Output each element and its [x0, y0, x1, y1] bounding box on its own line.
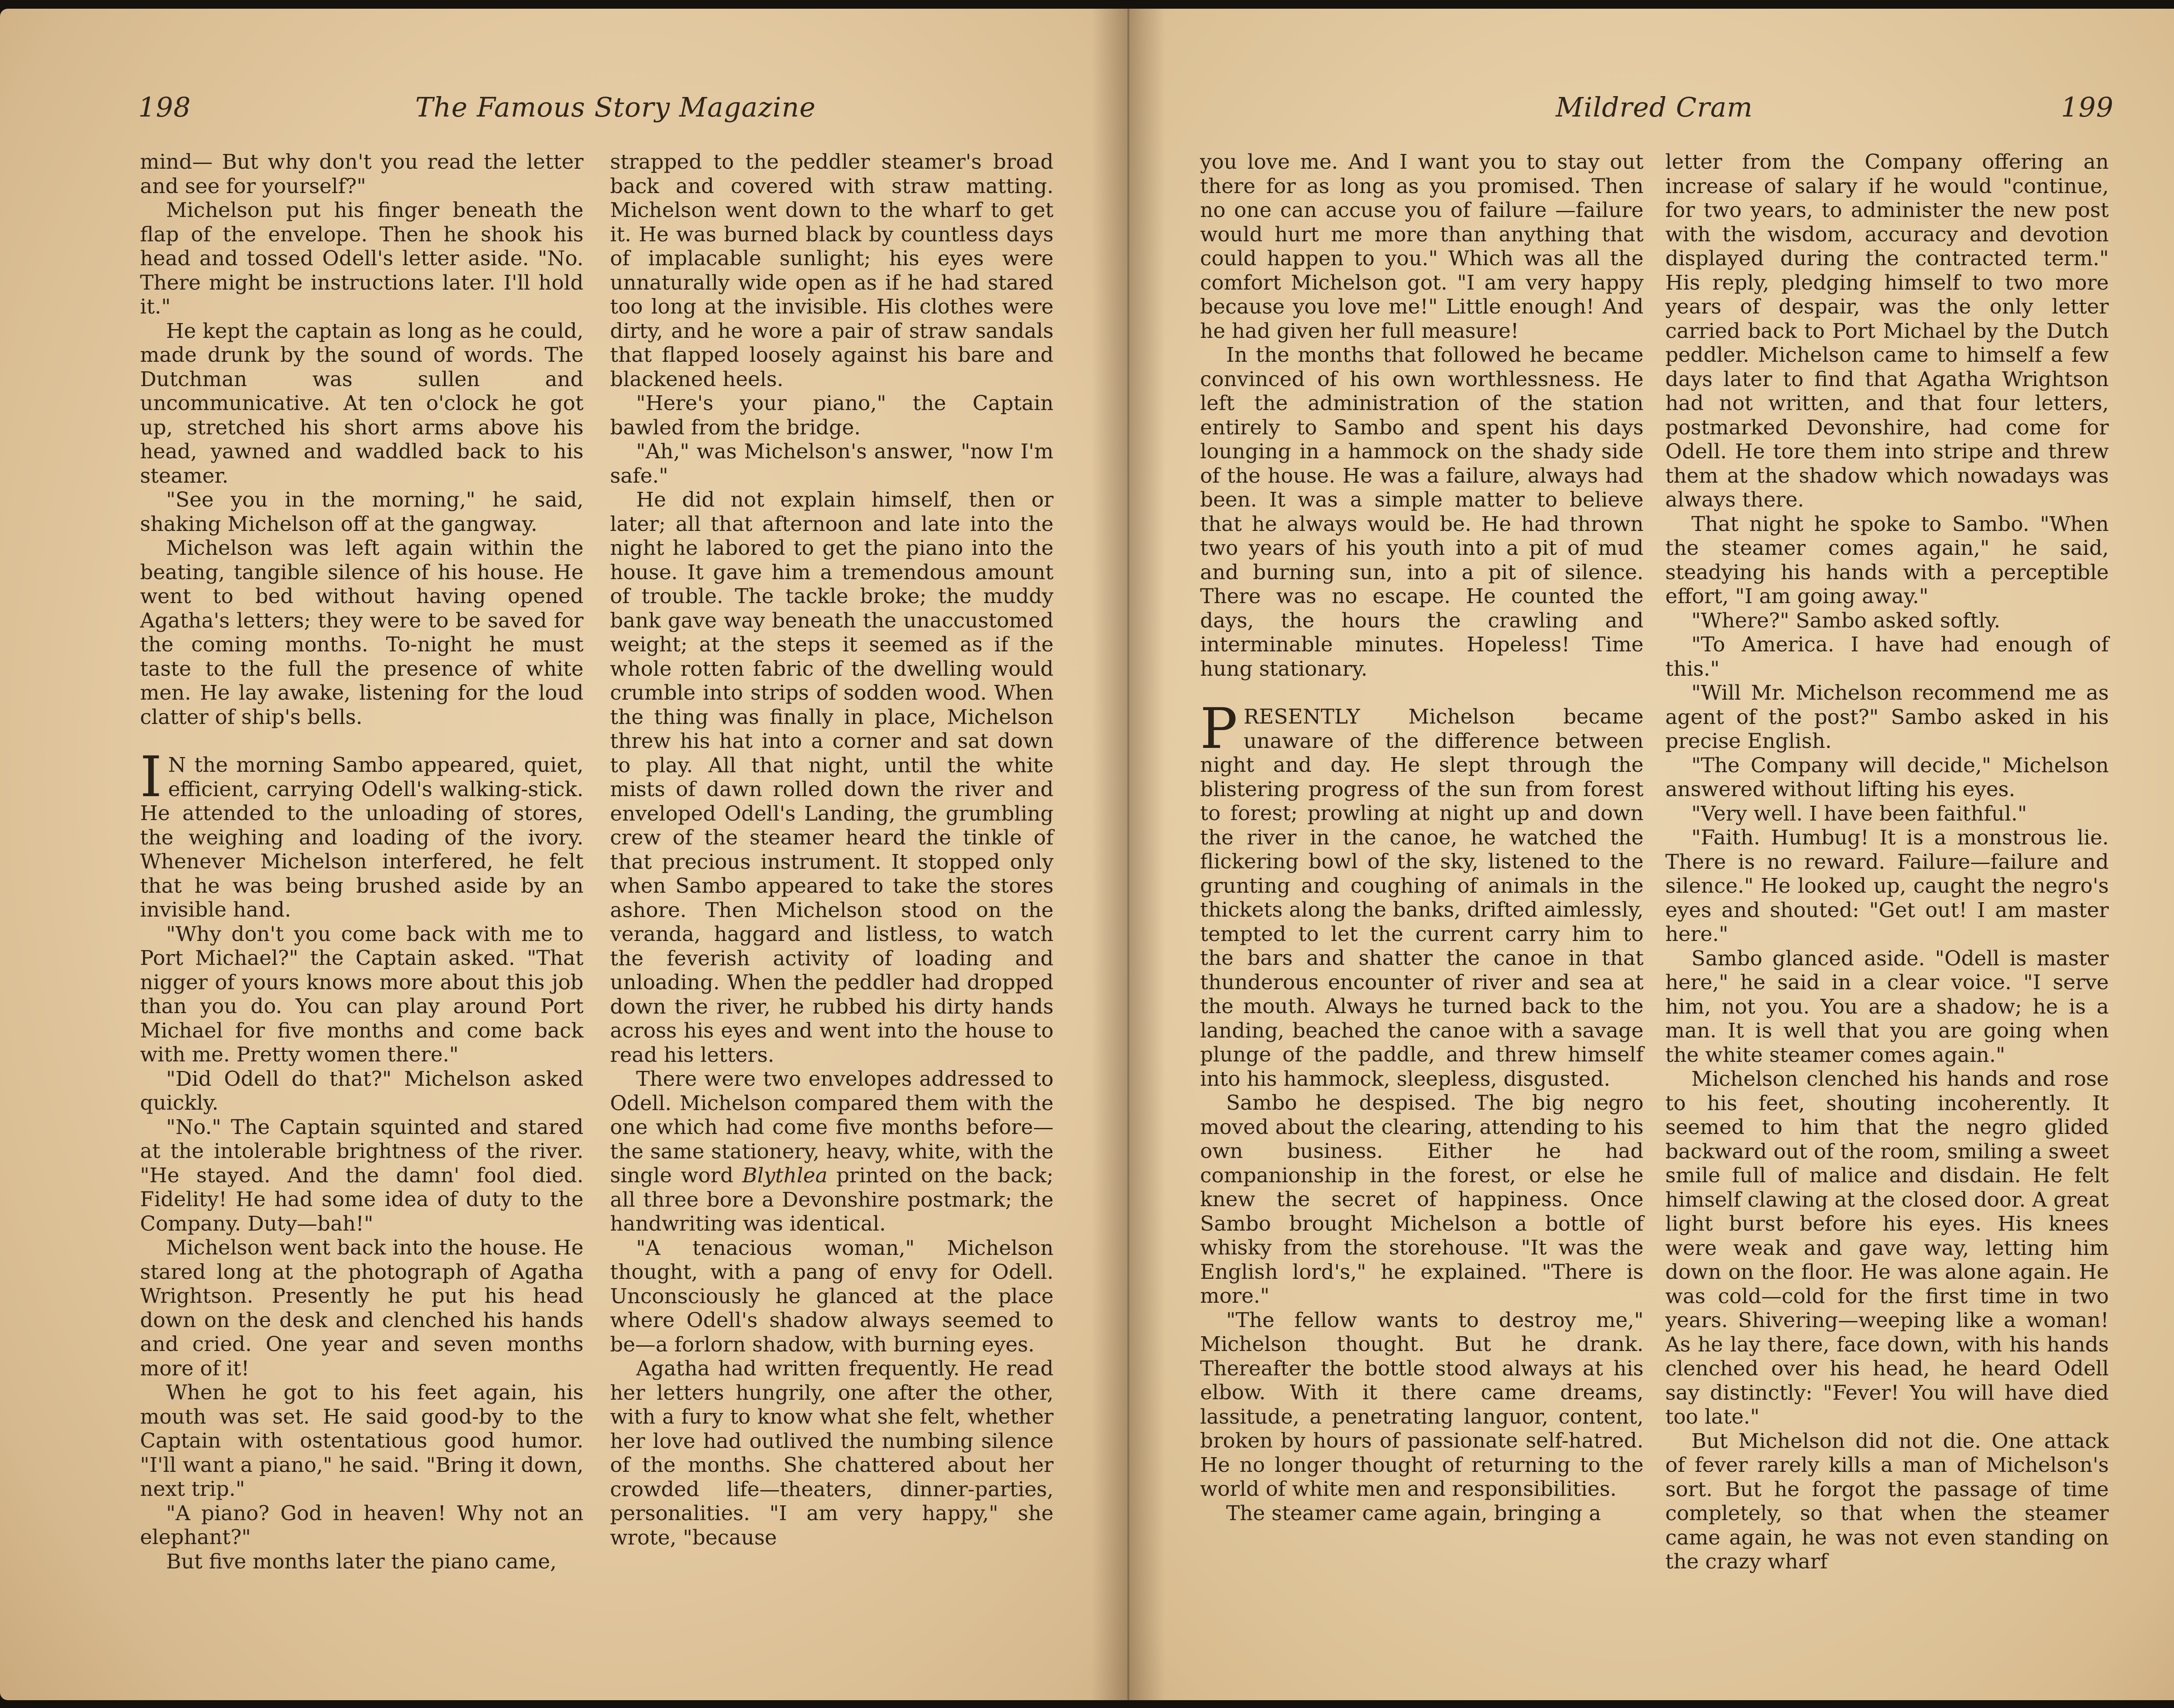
paragraph-text: letter from the Company offering an increase of salary if he would "continue, for two years, to administer the new post with the wisdom, accuracy and devotion displayed during the contracted term." His reply, pledging himself to two more years of despair, was the only letter carried back to Port Michael by the Dutch peddler. Michelson came to himself a few days later to find that Agatha Wrightson had not written, and that four letters, postmarked Devonshire, had come for Odell. He tore them into stripe and threw them at the shadow which nowadays was always there.: [1665, 150, 2109, 512]
drop-cap: I: [140, 745, 162, 810]
paragraph-text: But Michelson did not die. One attack of fever rarely kills a man of Michelson's sort. But he forgot the passage of time completely, so that when the steamer came again, he was not even standing on the crazy wharf: [1665, 1429, 2109, 1574]
paragraph-text: "Where?" Sambo asked softly.: [1691, 608, 2001, 633]
paragraph-text: He did not explain himself, then or later; all that afternoon and late into the night he labored to get the piano into the house. It gave him a tremendous amount of trouble. The tackle broke; the muddy bank gave way beneath the unaccustomed weight; at the steps it seemed as if the whole rotten fabric of the dwelling would crumble into strips of sodden wood. When the thing was finally in place, Michelson threw his hat into a corner and sat down to play. All that night, until the white mists of dawn rolled down the river and enveloped Odell's Landing, the grumbling crew of the steamer heard the tinkle of that precious instrument. It stopped only when Sambo appeared to take the stores ashore. Then Michelson stood on the veranda, haggard and listless, to watch the feverish activity of loading and unloading. When the peddler had dropped down the river, he rubbed his dirty hands across his eyes and went into the house to read his letters.: [610, 488, 1054, 1067]
left-column-1: [140, 150, 584, 1574]
paragraph: [1200, 343, 1644, 681]
paragraph-text: strapped to the peddler steamer's broad back and covered with straw matting. Michelson went down to the wharf to get it. He was burned black by countless days of implacable sunlight; his eyes were unnaturally wide open as if he had stared too long at the invisible. His clothes were dirty, and he wore a pair of straw sandals that flapped loosely against his bare and blackened heels.: [610, 150, 1054, 391]
paragraph-text: The steamer came again, bringing a: [1226, 1501, 1601, 1525]
paragraph-text: Michelson was left again within the beating, tangible silence of his house. He went to bed without having opened Agatha's letters; they were to be saved for the coming months. To-night he must taste to the full the presence of white men. He lay awake, listening for the loud clatter of ship's bells.: [140, 536, 584, 729]
paragraph: [140, 150, 584, 198]
left-running-head: The Famous Story Magazine: [415, 91, 816, 123]
paragraph-text: RESENTLY Michelson became unaware of the difference between night and day. He slept through the blistering progress of the sun from forest to forest; prowling at night up and down the river in the canoe, he watched the flickering bowl of the sky, listened to the grunting and coughing of animals in the thickets along the banks, drifted aimlessly, tempted to let the current carry him to the bars and shatter the canoe in that thunderous encounter of river and sea at the mouth. Always he turned back to the landing, beached the canoe with a savage plunge of the paddle, and threw himself into his hammock, sleepless, disgusted.: [1200, 705, 1644, 1091]
right-column-1: [1200, 150, 1644, 1525]
paragraph-text: "See you in the morning," he said, shaking Michelson off at the gangway.: [140, 488, 584, 536]
paragraph: [140, 488, 584, 536]
paragraph-text: N the morning Sambo appeared, quiet, efficient, carrying Odell's walking-stick. He attended to the unloading of stores, the weighing and loading of the ivory. Whenever Michelson interfered, he felt that he was being brushed aside by an invisible hand.: [140, 753, 584, 922]
paragraph: [610, 1236, 1054, 1357]
paragraph: [610, 1067, 1054, 1236]
right-column-2: [1665, 150, 2109, 1574]
paragraph-text: "Why don't you come back with me to Port Michael?" the Captain asked. "That nigger of yours knows more about this job than you do. You can play around Port Michael for five months and come back with me. Pretty women there.": [140, 922, 584, 1067]
paragraph-text: Michelson went back into the house. He stared long at the photograph of Agatha Wrightson. Presently he put his head down on the desk and clenched his hands and cried. One year and seven months more of it!: [140, 1236, 584, 1381]
paragraph: [1665, 681, 2109, 754]
paragraph: [610, 1357, 1054, 1550]
paragraph-text: "A piano? God in heaven! Why not an elephant?": [140, 1501, 584, 1549]
paragraph-text: Michelson put his finger beneath the flap of the envelope. Then he shook his head and tossed Odell's letter aside. "No. There might be instructions later. I'll hold it.": [140, 198, 584, 319]
paragraph-text: Sambo glanced aside. "Odell is master here," he said in a clear voice. "I serve him, not you. You are a shadow; he is a man. It is well that you are going when the white steamer comes again.": [1665, 946, 2109, 1067]
paragraph-text: "Will Mr. Michelson recommend me as agent of the post?" Sambo asked in his precise English.: [1665, 681, 2109, 753]
paragraph-text: But five months later the piano came,: [166, 1549, 557, 1574]
right-page: [1126, 9, 2174, 1700]
paragraph: [1200, 150, 1644, 343]
paragraph-text: "A tenacious woman," Michelson thought, with a pang of envy for Odell. Unconsciously he glanced at the place where Odell's shadow always seemed to be—a forlorn shadow, with burning eyes.: [610, 1236, 1054, 1357]
paragraph: [1665, 633, 2109, 681]
paragraph-text: Michelson clenched his hands and rose to his feet, shouting incoherently. It seemed to him that the negro glided backward out of the room, smiling a sweet smile full of malice and disdain. He felt himself clawing at the closed door. A great light burst before his eyes. His knees were weak and gave way, letting him down on the floor. He was alone again. He was cold—cold for the first time in two years. Shivering—weeping like a woman! As he lay there, face down, with his hands clenched over his head, he heard Odell say distinctly: "Fever! You will have died too late.": [1665, 1067, 2109, 1429]
paragraph-text: "Did Odell do that?" Michelson asked quickly.: [140, 1067, 584, 1115]
paragraph-text: "Faith. Humbug! It is a monstrous lie. There is no reward. Failure—failure and silence." He looked up, caught the negro's eyes and shouted: "Get out! I am master here.": [1665, 826, 2109, 946]
paragraph-text: When he got to his feet again, his mouth was set. He said good-by to the Captain with ostentatious good humor. "I'll want a piano," he said. "Bring it down, next trip.": [140, 1381, 584, 1501]
paragraph-text: He kept the captain as long as he could, made drunk by the sound of words. The Dutchman was sullen and uncommunicative. At ten o'clock he got up, stretched his short arms above his head, yawned and waddled back to his steamer.: [140, 319, 584, 488]
drop-cap: P: [1200, 697, 1238, 761]
paragraph: [610, 488, 1054, 1067]
paragraph-text: "To America. I have had enough of this.": [1665, 633, 2109, 681]
book-gutter: [1091, 9, 1165, 1700]
paragraph-text: "The Company will decide," Michelson answered without lifting his eyes.: [1665, 753, 2109, 801]
paragraph-text: mind— But why don't you read the letter and see for yourself?": [140, 150, 584, 198]
paragraph: [140, 198, 584, 319]
paragraph: [1665, 609, 2109, 633]
left-folio: 198: [138, 91, 191, 123]
paragraph: [610, 440, 1054, 488]
paragraph: [1665, 947, 2109, 1068]
paragraph-text: "Very well. I have been faithful.": [1691, 801, 2027, 826]
paragraph: [1665, 1067, 2109, 1429]
paragraph-text: There were two envelopes addressed to Odell. Michelson compared them with the one which had come five months before—the same stationery, heavy, white, with the single word Blythlea printed on the back; all three bore a Devonshire postmark; the handwriting was identical.: [610, 1067, 1054, 1236]
paragraph: [1665, 754, 2109, 802]
right-running-head: Mildred Cram: [1556, 91, 1753, 123]
paragraph: [140, 1236, 584, 1381]
paragraph: [1200, 1308, 1644, 1501]
paragraph: [1200, 1501, 1644, 1526]
paragraph: [610, 391, 1054, 440]
paragraph: [140, 1115, 584, 1236]
paragraph-text: Agatha had written frequently. He read her letters hungrily, one after the other, with a fury to know what she felt, whether her love had outlived the numbing silence of the months. She chattered about her crowded life—theaters, dinner-parties, personalities. "I am very happy," she wrote, "because: [610, 1357, 1054, 1550]
paragraph: [1665, 512, 2109, 609]
left-page: [0, 9, 1126, 1700]
paragraph-text: "The fellow wants to destroy me," Michelson thought. But he drank. Thereafter the bottle stood always at his elbow. With it there came dreams, lassitude, a penetrating languor, content, broken by hours of passionate self-hatred. He no longer thought of returning to the world of white men and responsibilities.: [1200, 1308, 1644, 1501]
paragraph: [1665, 1429, 2109, 1574]
paragraph: [1665, 826, 2109, 947]
paragraph: [140, 1501, 584, 1550]
paragraph-text: "Here's your piano," the Captain bawled from the bridge.: [610, 391, 1054, 440]
paragraph: [140, 1381, 584, 1501]
paragraph: [610, 150, 1054, 391]
paragraph-text: you love me. And I want you to stay out there for as long as you promised. Then no one can accuse you of failure —failure would hurt me more than anything that could happen to you." Which was all the comfort Michelson got. "I am very happy because you love me!" Little enough! And he had given her full measure!: [1200, 150, 1644, 343]
paragraph: [140, 922, 584, 1067]
paragraph: [140, 1550, 584, 1574]
paragraph-text: Sambo he despised. The big negro moved about the clearing, attending to his own business. Either he had companionship in the forest, or else he knew the secret of happiness. Once Sambo brought Michelson a bottle of whisky from the storehouse. "It was the English lord's," he explained. "There is more.": [1200, 1091, 1644, 1308]
left-column-2: [610, 150, 1054, 1550]
right-folio: 199: [2061, 91, 2114, 123]
paragraph: [1200, 697, 1644, 1091]
paragraph-text: In the months that followed he became convinced of his own worthlessness. He left the administration of the station entirely to Sambo and spent his days lounging in a hammock on the shady side of the house. He was a failure, always had been. It was a simple matter to believe that he always would be. He had thrown two years of his youth into a pit of mud and burning sun, into a pit of silence. There was no escape. He counted the days, the hours the crawling and interminable minutes. Hopeless! Time hung stationary.: [1200, 343, 1644, 681]
paragraph: [1665, 150, 2109, 512]
paragraph-text: "No." The Captain squinted and stared at the intolerable brightness of the river. "He stayed. And the damn' fool died. Fidelity! He had some idea of duty to the Company. Duty—bah!": [140, 1115, 584, 1236]
paragraph-text: "Ah," was Michelson's answer, "now I'm safe.": [610, 440, 1054, 488]
paragraph: [140, 745, 584, 922]
paragraph: [1200, 1091, 1644, 1308]
paragraph: [1665, 802, 2109, 826]
paragraph: [140, 319, 584, 488]
paragraph-text: That night he spoke to Sambo. "When the steamer comes again," he said, steadying his hands with a perceptible effort, "I am going away.": [1665, 512, 2109, 608]
paragraph: [140, 536, 584, 729]
paragraph: [140, 1067, 584, 1115]
